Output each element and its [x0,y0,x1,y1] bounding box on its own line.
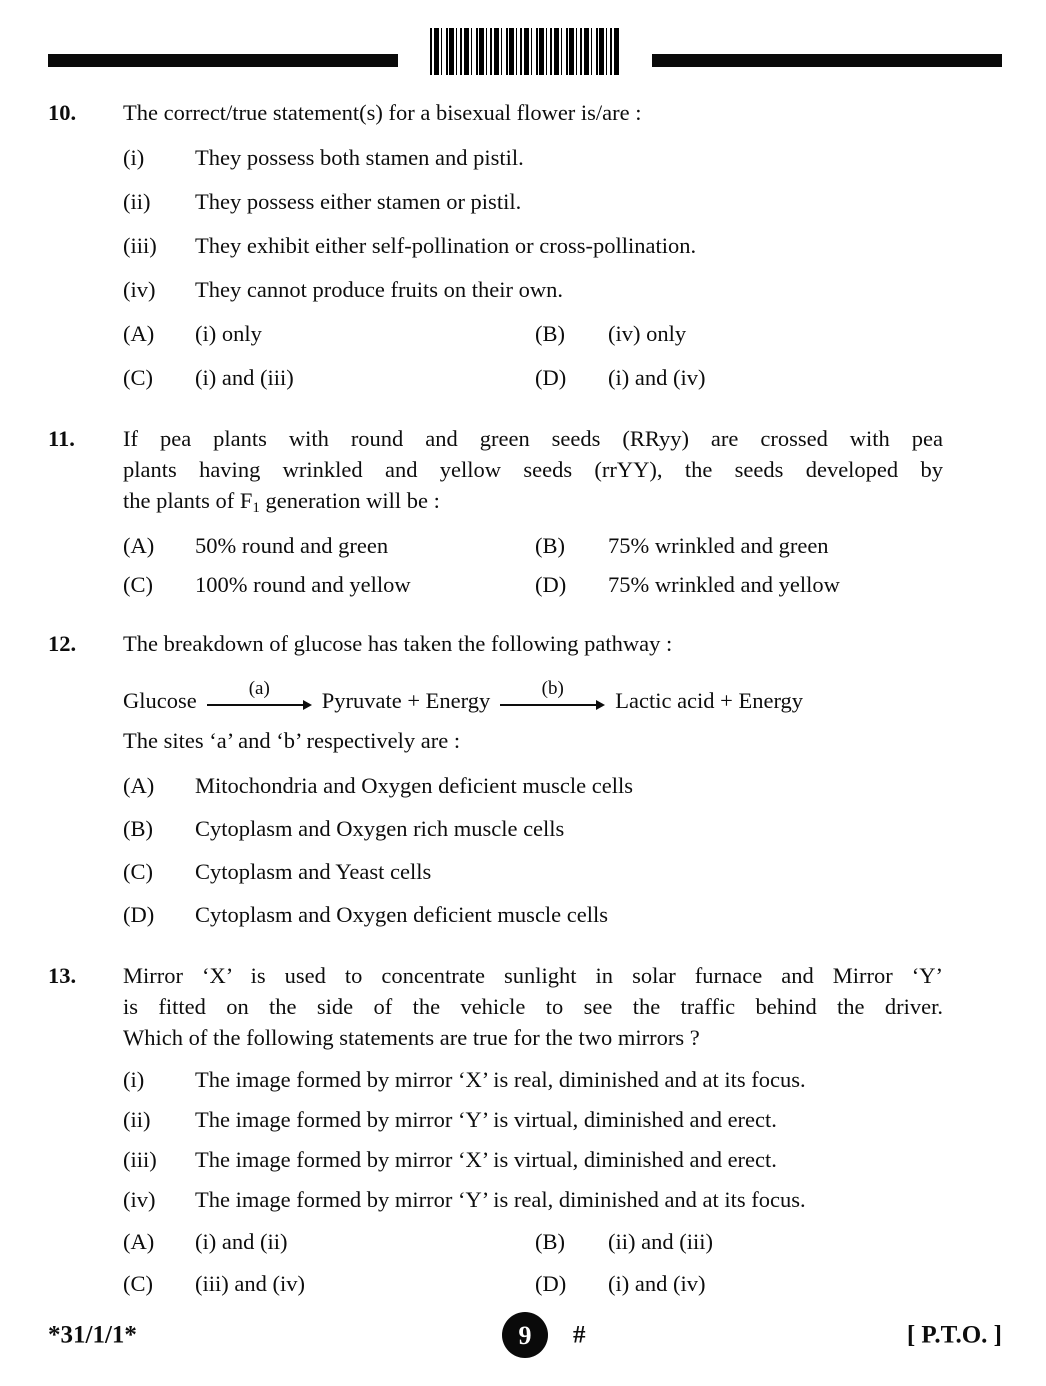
statement-item [123,1104,1002,1135]
option-text: 50% round and green [195,533,389,558]
option-text: 100% round and yellow [195,572,411,597]
barcode-icon [430,28,620,75]
statement-text: The image formed by mirror ‘Y’ is real, diminished and at its focus. [195,1187,806,1212]
statement-text: They cannot produce fruits on their own. [195,277,564,302]
statement-label: (iv) [123,1187,156,1212]
option-text: Cytoplasm and Yeast cells [195,859,432,884]
statement-item [123,142,1002,173]
header-rule-right [652,54,1002,67]
option-label: (D) [535,1271,567,1296]
options-row [123,1268,1002,1299]
question-12-body [123,628,1002,930]
question-12-subtext: The sites ‘a’ and ‘b’ respectively are : [123,728,461,753]
option-label: (A) [123,321,155,346]
reaction-arrow-b [500,679,605,711]
arrow-site-label: (a) [248,678,270,699]
option-label: (D) [123,902,155,927]
pto-label: [ P.T.O. ] [906,1321,1002,1349]
question-line: Mirror ‘X’ is used to concentrate sunlight in solar furnace and Mirror ‘Y’ [123,963,943,988]
option-text: Cytoplasm and Oxygen rich muscle cells [195,816,565,841]
question-10-number: 10. [48,100,77,125]
option-text: (i) and (iii) [195,365,294,390]
options-row [123,813,1002,844]
question-13 [48,960,1002,1299]
question-line: If pea plants with round and green seeds (RRyy) are crossed with pea [123,426,943,451]
question-line: Which of the following statements are true for the two mirrors ? [123,1025,700,1050]
option-label: (A) [123,773,155,798]
statement-label: (iv) [123,277,156,302]
question-11-text [123,423,943,516]
options-row [123,1226,1002,1257]
option-text: (iii) and (iv) [195,1271,305,1296]
option-text: (i) and (ii) [195,1229,288,1254]
option-label: (C) [123,859,153,884]
option-text: (i) and (iv) [608,1271,706,1296]
option-text: (ii) and (iii) [608,1229,713,1254]
question-11-body [123,423,1002,600]
reaction-arrow-a [207,679,312,711]
options-row [123,770,1002,801]
statement-label: (i) [123,1067,145,1092]
pathway-end: Lactic acid + Energy [615,688,804,713]
statement-label: (ii) [123,1107,151,1132]
options-row [123,318,1002,349]
option-text: 75% wrinkled and green [608,533,829,558]
pathway-middle: Pyruvate + Energy [321,688,491,713]
options-row [123,569,1002,600]
option-label: (B) [123,816,153,841]
question-10-body [123,97,1002,393]
statement-item [123,274,1002,305]
hash-mark: # [573,1321,586,1349]
right-arrow-icon [207,699,312,711]
option-text: (i) and (iv) [608,365,706,390]
option-label: (C) [123,1271,153,1296]
pathway-start: Glucose [123,688,197,713]
statement-item [123,1064,1002,1095]
statement-label: (iii) [123,233,157,258]
question-10-text: The correct/true statement(s) for a bisexual flower is/are : [123,100,642,125]
question-13-body [123,960,1002,1299]
option-label: (B) [535,533,565,558]
option-label: (D) [535,365,567,390]
option-text: Cytoplasm and Oxygen deficient muscle cells [195,902,609,927]
option-label: (A) [123,533,155,558]
question-11-number: 11. [48,426,75,451]
text-before-subscript: the plants of F [123,488,253,513]
statement-label: (ii) [123,189,151,214]
statement-text: The image formed by mirror ‘Y’ is virtual, diminished and erect. [195,1107,777,1132]
option-label: (B) [535,321,565,346]
option-text: Mitochondria and Oxygen deficient muscle cells [195,773,633,798]
statement-item [123,186,1002,217]
option-label: (C) [123,572,153,597]
f1-subscript: 1 [252,500,260,516]
page-number: 9 [518,1320,532,1350]
statement-label: (i) [123,145,145,170]
question-12 [48,628,1002,930]
options-row [123,856,1002,887]
statement-label: (iii) [123,1147,157,1172]
option-text: (i) only [195,321,262,346]
options-row [123,362,1002,393]
statement-item [123,230,1002,261]
option-label: (B) [535,1229,565,1254]
statement-text: The image formed by mirror ‘X’ is real, diminished and at its focus. [195,1067,806,1092]
option-label: (A) [123,1229,155,1254]
question-line: is fitted on the side of the vehicle to see the traffic behind the driver. [123,994,943,1019]
glucose-pathway-equation [123,672,1002,716]
options-row [123,899,1002,930]
statement-text: The image formed by mirror ‘X’ is virtual, diminished and erect. [195,1147,777,1172]
option-label: (D) [535,572,567,597]
right-arrow-icon [500,699,605,711]
question-11 [48,423,1002,600]
statement-text: They possess both stamen and pistil. [195,145,524,170]
option-text: (iv) only [608,321,687,346]
page-number-badge [502,1312,548,1358]
question-12-number: 12. [48,631,77,656]
text-after-subscript: generation will be : [259,488,440,513]
question-line [123,485,943,516]
question-line: plants having wrinkled and yellow seeds (rrYY), the seeds developed by [123,457,943,482]
arrow-site-label: (b) [541,678,564,699]
question-10 [48,97,1002,393]
header-rule-left [48,54,398,67]
paper-code: *31/1/1* [48,1321,137,1349]
page-footer [48,1310,1002,1360]
statement-item [123,1144,1002,1175]
statement-text: They exhibit either self-pollination or cross-pollination. [195,233,697,258]
option-text: 75% wrinkled and yellow [608,572,840,597]
page-header [48,28,1002,75]
question-13-number: 13. [48,963,77,988]
options-row [123,530,1002,561]
statement-text: They possess either stamen or pistil. [195,189,522,214]
question-13-text [123,960,943,1053]
statement-item [123,1184,1002,1215]
question-12-text: The breakdown of glucose has taken the following pathway : [123,631,673,656]
option-label: (C) [123,365,153,390]
